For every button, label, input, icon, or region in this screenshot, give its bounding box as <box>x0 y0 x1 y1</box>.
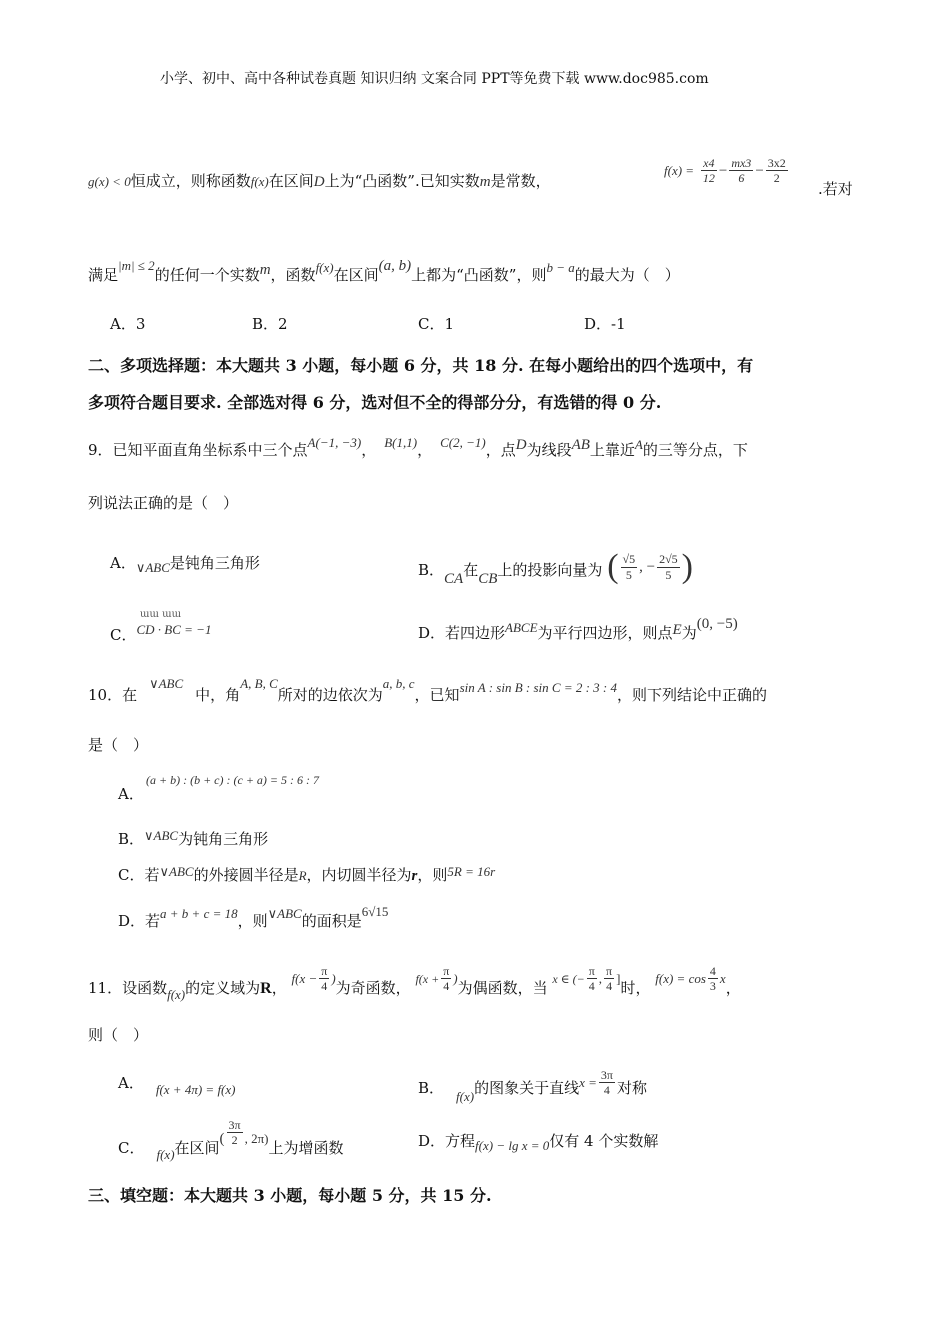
q10-option-b <box>118 828 269 848</box>
q10-option-c-R: R <box>298 868 307 883</box>
q8-text-2c: ，函数 <box>270 266 316 284</box>
q11-dom-comma: , <box>598 970 603 986</box>
q9-bracket-open: ( <box>607 548 619 585</box>
q9-option-d-E: E <box>672 622 682 638</box>
q9-a-letter: A <box>634 437 643 452</box>
q10-line-1 <box>88 676 768 704</box>
q8-frac-3: $\frac{3x2}{2}$ <box>767 156 786 186</box>
q8-line-2 <box>88 258 680 284</box>
q10-option-a-expr <box>146 772 319 787</box>
q8-text-2b: 的任何一个实数 <box>154 266 260 284</box>
q10-t2: 所对的边依次为 <box>277 686 383 704</box>
q11-t2: ， <box>271 978 287 997</box>
q10-option-c <box>118 864 496 884</box>
q9-option-d-label: D．若四边形 <box>418 624 506 642</box>
q9-neg: , − <box>639 559 656 575</box>
q11-t3: 为奇函数， <box>335 978 411 997</box>
q10-ratio: sin A : sin B : sin C = 2 : 3 : 4 <box>459 680 617 695</box>
q9-option-b-t1: 在 <box>463 561 479 579</box>
q10-t1: 中，角 <box>195 686 241 704</box>
q11-option-b-fx: f(x) <box>456 1088 475 1104</box>
q11-option-a-expr: f(x + 4π) = f(x) <box>155 1082 236 1097</box>
q8-option-d: D．-1 <box>584 315 626 333</box>
q9-point-a: A(−1, −3) <box>307 435 362 450</box>
q11-cos-x: x <box>719 970 726 986</box>
q11-option-b-frac: $\frac{3\pi}{4}$ <box>600 1068 613 1098</box>
q11-even-frac: $\frac{\pi}{4}$ <box>443 964 450 994</box>
q11-dom-end: ] <box>616 970 621 986</box>
q8-m-condition: |m| ≤ 2 <box>118 258 155 273</box>
q9-option-c-label: C． <box>110 626 137 644</box>
q11-option-a-label: A． <box>118 1074 144 1092</box>
q11-dom-frac-1: $\frac{\pi}{4}$ <box>588 964 595 994</box>
q8-text-1e: 是常数， <box>490 172 551 190</box>
q9-bracket-close: ) <box>681 548 693 585</box>
q10-option-a-math: (a + b) : (b + c) : (c + a) = 5 : 6 : 7 <box>146 773 320 787</box>
q11-odd-f: f(x − <box>291 970 318 986</box>
q11-cos-f: f(x) = cos <box>655 970 706 986</box>
q11-option-b-x: x = <box>579 1074 597 1090</box>
q8-text-2d: 在区间 <box>333 266 379 284</box>
q8-text-1b: 恒成立，则称函数 <box>130 172 251 190</box>
q11-cos-frac: $\frac{4}{3}$ <box>709 964 716 994</box>
q11-odd-frac: $\frac{\pi}{4}$ <box>321 964 328 994</box>
q10-option-c-t3: ，则 <box>417 866 448 884</box>
q8-text-2f: 的最大为（ ） <box>574 266 680 284</box>
q11-option-c <box>118 1118 344 1162</box>
q11-even-f: f(x + <box>415 971 440 986</box>
q8-option-a: A．3 <box>110 315 146 333</box>
q11-option-b-text2: 对称 <box>616 1078 647 1097</box>
q9-option-b <box>418 540 693 587</box>
q9-frac-2: $\frac{2√5}{5}$ <box>659 552 678 582</box>
q8-minus-1: − <box>718 162 728 179</box>
q10-option-c-triangle: ∨ABC <box>159 864 194 879</box>
q10-option-b-text: 为钝角三角形 <box>178 830 269 848</box>
q11-dom-frac-2: $\frac{\pi}{4}$ <box>606 964 613 994</box>
q10-option-c-r: r <box>411 868 418 884</box>
q8-fx-2: f(x) <box>315 260 334 275</box>
q11-option-b-text: 的图象关于直线 <box>474 1078 580 1097</box>
q9-point-d: D <box>515 437 527 453</box>
q10-triangle: ∨ABC <box>149 676 184 691</box>
q9-mid: ，点 <box>485 441 516 459</box>
q9-segment-ab: AB <box>571 437 590 453</box>
section-2-heading-line-2: 多项符合题目要求. 全部选对得 6 分，选对但不全的得部分分，有选错的得 0 分. <box>88 393 662 412</box>
q8-interval: (a, b) <box>378 258 412 274</box>
q11-option-c-text2: 上为增函数 <box>268 1138 344 1157</box>
q11-line-1 <box>88 964 741 1002</box>
section-2-heading-line-1: 二、多项选择题：本大题共 3 小题，每小题 6 分，共 18 分. 在每小题给出的四个选项中，有 <box>88 356 754 375</box>
q11-odd-close: ) <box>331 970 336 986</box>
q9-comma-2: ， <box>417 441 433 459</box>
q10-t3: ，已知 <box>414 686 460 704</box>
q11-fx: f(x) <box>167 986 186 1002</box>
q11-domain: x ∈ (− <box>552 971 585 986</box>
q11-option-b <box>418 1058 647 1104</box>
q11-option-d-eq: f(x) − lg x = 0 <box>475 1138 550 1153</box>
q9-option-b-t2: 上的投影向量为 <box>497 561 603 579</box>
q9-vector-cb: CB <box>478 571 498 587</box>
q8-condition: g(x) < 0 <box>88 174 131 189</box>
q8-option-b: B．2 <box>252 315 288 333</box>
q9-option-c-marks: ɯɯ ɯɯ <box>140 609 182 620</box>
q9-option-b-label: B． <box>418 561 445 579</box>
q11-t5: 时， <box>620 978 651 997</box>
q9-option-d-point: (0, −5) <box>696 616 738 632</box>
q11-option-c-text: 在区间 <box>174 1138 220 1157</box>
q8-text-1f: .若对 <box>818 180 853 198</box>
q10-option-c-eq: 5R = 16r <box>447 864 496 879</box>
q10-option-d-t1: ，则 <box>237 912 268 930</box>
q10-option-a: A． <box>118 785 144 803</box>
q10-option-c-t1: 的外接圆半径是 <box>193 866 299 884</box>
q8-D: D <box>313 174 325 190</box>
q9-option-d-text: 为平行四边形，则点 <box>537 624 673 642</box>
q9-option-d-quad: ABCE <box>505 620 538 635</box>
q9-point-b: B(1,1) <box>384 435 418 450</box>
q8-text-1c: 在区间 <box>268 172 314 190</box>
q11-line-2: 则（ ） <box>88 1026 149 1044</box>
q8-function-formula <box>664 156 790 186</box>
q8-line-1 <box>88 174 551 190</box>
q11-option-c-frac: $\frac{3\pi}{2}$ <box>228 1118 241 1148</box>
q11-option-c-open: ( <box>219 1130 225 1147</box>
q8-f-lhs: f(x) = <box>664 162 695 178</box>
q9-line-2: 列说法正确的是（ ） <box>88 494 239 512</box>
q8-minus-2: − <box>755 162 764 179</box>
q9-line-1 <box>88 435 748 459</box>
q10-angles: A, B, C <box>240 676 278 691</box>
q10-option-d-triangle: ∨ABC <box>267 906 302 921</box>
q9-mid2: 为线段 <box>526 441 572 459</box>
q10-option-c-t2: ，内切圆半径为 <box>306 866 412 884</box>
q11-option-c-label: C． <box>118 1138 145 1157</box>
q8-frac-1: $\frac{x4}{12}$ <box>702 156 715 186</box>
q11-option-c-fx: f(x) <box>156 1146 175 1162</box>
q9-option-c <box>110 622 212 644</box>
q9-option-d <box>418 616 738 642</box>
q11-option-b-label: B． <box>418 1078 445 1097</box>
q10-option-d-sum: a + b + c = 18 <box>160 906 238 921</box>
q11-R: R <box>260 979 272 997</box>
q9-option-a <box>110 554 260 575</box>
q8-text-2e: 上都为“凸函数”，则 <box>411 266 547 284</box>
q9-end: 的三等分点，下 <box>642 441 748 459</box>
q8-frac-2: $\frac{mx3}{6}$ <box>731 156 752 186</box>
q8-fx: f(x) <box>250 174 269 189</box>
q11-option-d <box>418 1132 659 1153</box>
q10-option-b-label: B． <box>118 830 145 848</box>
q10-pre: 10．在 <box>88 686 138 704</box>
q11-option-d-text: 仅有 4 个实数解 <box>549 1132 659 1150</box>
q9-option-d-text2: 为 <box>681 624 697 642</box>
q8-option-c: C．1 <box>418 315 455 333</box>
q10-line-2: 是（ ） <box>88 736 149 754</box>
q9-option-a-text: 是钝角三角形 <box>169 554 260 572</box>
q9-frac-1: $\frac{√5}{5}$ <box>622 552 636 582</box>
q11-t6: ， <box>725 978 741 997</box>
q8-m: m <box>479 174 491 190</box>
q11-t4: 为偶函数，当 <box>457 978 548 997</box>
q9-option-c-expr: CD · BC = −1 <box>136 622 212 637</box>
q9-comma-1: ， <box>361 441 377 459</box>
q10-option-c-label: C．若 <box>118 866 160 884</box>
q11-option-d-label: D．方程 <box>418 1132 476 1150</box>
q10-t4: ，则下列结论中正确的 <box>617 686 768 704</box>
q11-even-close: ) <box>453 970 458 986</box>
q9-mid3: 上靠近 <box>589 441 635 459</box>
q8-text-1d: 上为“凸函数”.已知实数 <box>324 172 480 190</box>
q8-m-2: m <box>259 262 271 278</box>
q10-option-b-triangle: ∨ABC <box>144 828 179 843</box>
q11-pre: 11．设函数 <box>88 978 168 997</box>
q10-option-d-area: 6√15 <box>361 904 389 919</box>
q10-option-d <box>118 904 389 930</box>
q9-option-a-label: A． <box>110 554 136 572</box>
q10-option-d-label: D．若 <box>118 912 161 930</box>
q10-option-d-t2: 的面积是 <box>301 912 362 930</box>
q11-option-c-end: , 2π) <box>244 1130 269 1146</box>
q9-option-a-triangle: ∨ABC <box>135 560 170 575</box>
q11-t1: 的定义域为 <box>185 978 261 997</box>
q8-b-minus-a: b − a <box>546 260 575 275</box>
q8-text-2a: 满足 <box>88 266 119 284</box>
q9-vector-ca: CA <box>444 571 464 587</box>
q9-point-c: C(2, −1) <box>440 435 486 450</box>
q9-pre: 9．已知平面直角坐标系中三个点 <box>88 441 308 459</box>
q11-option-a <box>118 1074 236 1097</box>
q10-sides: a, b, c <box>382 676 415 691</box>
section-3-heading: 三、填空题：本大题共 3 小题，每小题 5 分，共 15 分. <box>88 1186 492 1205</box>
page-header: 小学、初中、高中各种试卷真题 知识归纳 文案合同 PPT等免费下载 www.doc985.com <box>160 71 709 87</box>
